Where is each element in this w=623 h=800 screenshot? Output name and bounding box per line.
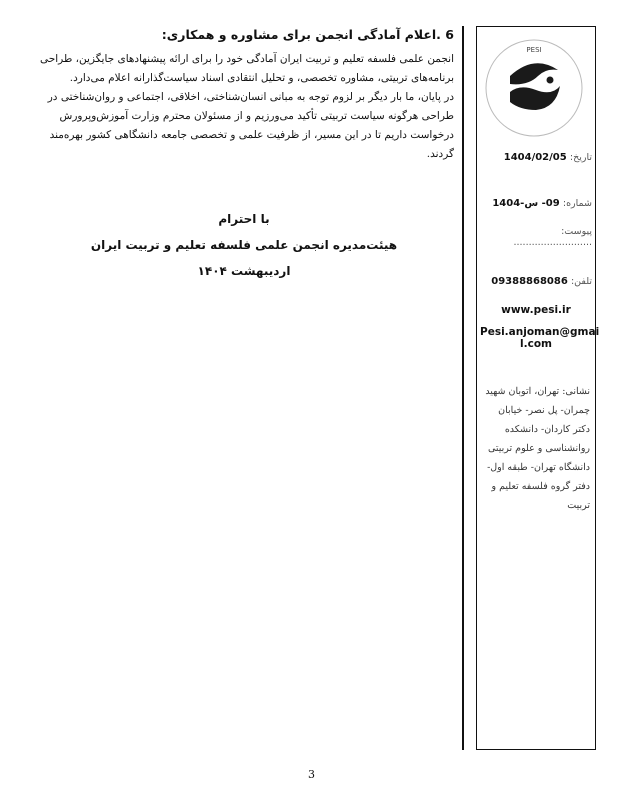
email-link[interactable]: [480, 326, 600, 350]
phone-label: تلفن:: [570, 276, 592, 287]
attachment-value: ..........................: [513, 237, 592, 248]
date-row: [480, 152, 592, 163]
website-link[interactable]: www.pesi.ir: [501, 304, 571, 316]
paragraph-readiness: انجمن علمی فلسفه تعلیم و تربیت ایران آمادگی خود را برای ارائه پیشنهادهای جایگزین، طراحی برنامه‌های تربیتی، مشاوره تخصصی، و تحلیل انتقادی اسناد سیاست‌گذارانه اعلام می‌دارد.: [39, 53, 454, 84]
page-number: 3: [308, 768, 315, 781]
attachment-label: پیوست:: [561, 226, 592, 237]
phone-row: [480, 276, 592, 287]
phone-value: 09388868086: [491, 276, 568, 287]
address-text: نشانی: تهران، اتوبان شهید چمران- پل نصر- خیابان دکتر کاردان- دانشکده روانشناسی و علوم تربیتی دانشگاه تهران- طبقه اول-دفتر گروه فلسفه تعلیم و تربیت: [485, 386, 590, 511]
pesi-logo-icon: [480, 34, 588, 142]
regards-line: با احترام: [218, 212, 270, 226]
paragraph-closing: در پایان، ما بار دیگر بر لزوم توجه به مبانی انسان‌شناختی، اخلاقی، اجتماعی و روان‌شناختی در طراحی هرگونه سیاست تربیتی تأکید می‌ورزیم و از مسئولان محترم وزارت آموزش‌وپرورش درخواست داریم تا در این مسیر، از ظرفیت علمی و تخصصی جامعه دانشگاهی کشور بهره‌مند گردند.: [47, 91, 454, 160]
attachment-row: [480, 226, 592, 248]
date-value: 1404/02/05: [503, 152, 567, 163]
board-line: هیئت‌مدیره انجمن علمی فلسفه تعلیم و تربیت ایران: [90, 238, 398, 252]
email-line-1: Pesi.anjoman@gmai: [480, 326, 600, 338]
signature-block: [34, 206, 454, 284]
letter-body: [34, 26, 454, 164]
divider-line: [462, 26, 464, 750]
section-heading: 6 .اعلام آمادگی انجمن برای مشاوره و همکاری:: [161, 27, 454, 42]
number-label: شماره:: [562, 198, 592, 209]
number-value: 09- س-1404: [492, 198, 560, 209]
email-line-2: l.com: [520, 338, 552, 350]
date-line: اردیبهشت ۱۴۰۴: [197, 264, 291, 278]
logo-lettering: PESI: [526, 46, 542, 54]
date-label: تاریخ:: [569, 152, 592, 163]
number-row: [480, 198, 592, 209]
